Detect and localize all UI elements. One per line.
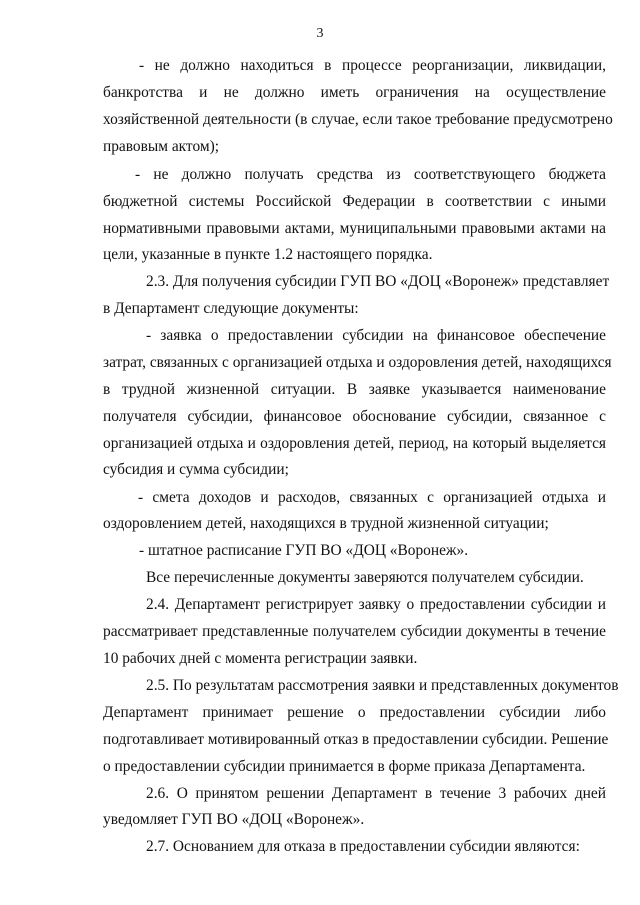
text-line: оздоровлением детей, находящихся в трудной жизненной ситуации; xyxy=(103,515,549,532)
text-line: - смета доходов и расходов, связанных с организацией отдыха и xyxy=(138,489,606,506)
text-line: бюджетной системы Российской Федерации в соответствии с иными xyxy=(103,193,606,210)
text-line: нормативными правовыми актами, муниципальными правовыми актами на xyxy=(103,220,606,237)
text-line: цели, указанные в пункте 1.2 настоящего порядка. xyxy=(103,246,433,263)
text-line: в трудной жизненной ситуации. В заявке указывается наименование xyxy=(103,381,606,398)
section-2-5-heading: 2.5. По результатам рассмотрения заявки и представленных документов xyxy=(146,677,619,694)
text-line: затрат, связанных с организацией отдыха и оздоровления детей, находящихся xyxy=(103,354,612,371)
text-line: - штатное расписание ГУП ВО «ДОЦ «Воронеж». xyxy=(139,542,469,559)
section-2-7-heading: 2.7. Основанием для отказа в предоставлении субсидии являются: xyxy=(146,838,580,855)
text-line: организацией отдыха и оздоровления детей, период, на который выделяется xyxy=(103,435,606,452)
text-line: хозяйственной деятельности (в случае, если такое требование предусмотрено xyxy=(103,111,613,128)
section-2-6-heading: 2.6. О принятом решении Департамент в течение 3 рабочих дней xyxy=(146,785,606,802)
text-line: о предоставлении субсидии принимается в форме приказа Департамента. xyxy=(103,758,586,775)
text-line: - заявка о предоставлении субсидии на финансовое обеспечение xyxy=(146,327,606,344)
page-number: 3 xyxy=(316,26,324,41)
text-line: - не должно находиться в процессе реорганизации, ликвидации, xyxy=(139,57,606,74)
text-line: уведомляет ГУП ВО «ДОЦ «Воронеж». xyxy=(103,811,365,828)
section-2-4-heading: 2.4. Департамент регистрирует заявку о предоставлении субсидии и xyxy=(146,596,606,613)
text-line: в Департамент следующие документы: xyxy=(103,300,359,317)
text-line: 10 рабочих дней с момента регистрации заявки. xyxy=(103,650,418,667)
text-line: Департамент принимает решение о предоставлении субсидии либо xyxy=(103,704,606,721)
text-line: подготавливает мотивированный отказ в предоставлении субсидии. Решение xyxy=(103,731,609,748)
text-line: получателя субсидии, финансовое обоснование субсидии, связанное с xyxy=(103,408,606,425)
text-line: субсидия и сумма субсидии; xyxy=(103,461,289,478)
text-line: рассматривает представленные получателем субсидии документы в течение xyxy=(103,623,606,640)
text-line: банкротства и не должно иметь ограничения на осуществление xyxy=(103,84,606,101)
text-line: правовым актом); xyxy=(103,138,219,155)
section-2-3-heading: 2.3. Для получения субсидии ГУП ВО «ДОЦ «Воронеж» представляет xyxy=(146,273,610,290)
text-line: - не должно получать средства из соответствующего бюджета xyxy=(135,166,606,183)
text-line: Все перечисленные документы заверяются получателем субсидии. xyxy=(146,569,584,586)
